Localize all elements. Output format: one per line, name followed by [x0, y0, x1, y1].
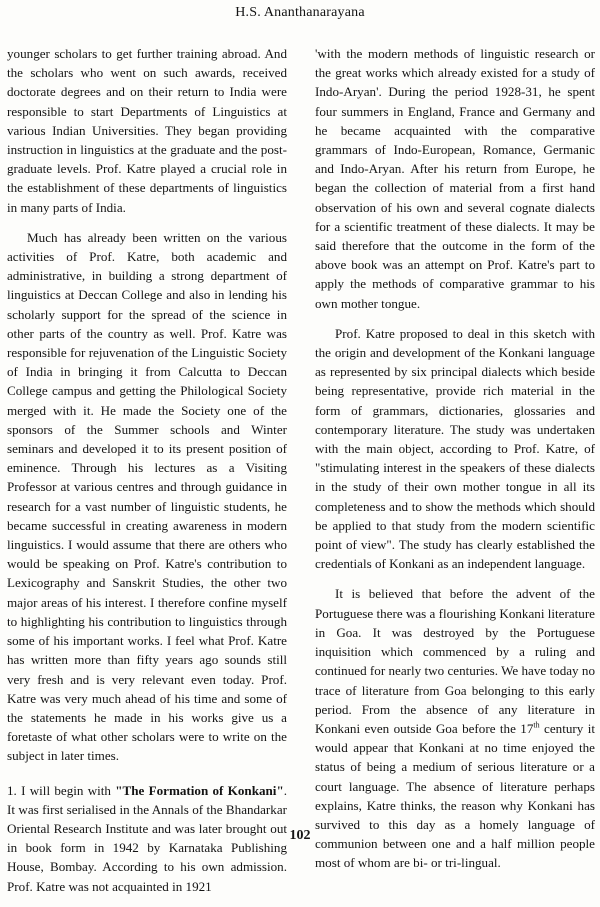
- ordinal-superscript: th: [533, 720, 540, 730]
- right-paragraph-1: 'with the modern methods of linguistic research or the great works which already existed for a study of Indo-Aryan'. During the period 1928-31, he spent four summers in England, France and Germany and he became acquainted with the comparative grammars of Indo-European, Romance, Germanic and Indo-Aryan. After his return from Europe, he began the collection of material from a first hand observation of his own and several cognate dialects for a scientific treatment of these dialects. It may be said therefore that the outcome in the form of the above book was an attempt on Prof. Katre's part to apply the methods of comparative grammar to his own mother tongue.: [315, 46, 595, 311]
- left-paragraph-2: Much has already been written on the various activities of Prof. Katre, both academic and administrative, in building a strong department of linguistics at Deccan College and also in lending his scholarly support for the spread of the science in other parts of the country as well. Prof. Katre was responsible for rejuvenation of the Linguistic Society of India in bringing it from Calcutta to Deccan College campus and getting the Philological Society merged with it. He made the Society one of the sponsors of the Summer schools and Winter seminars and developed it to its present position of eminence. Through his lectures as a Visiting Professor at various centres and through guidance in research for a vast number of linguistic students, he became successful in creating awareness in modern linguistics. I would assume that there are others who would be speaking on Prof. Katre's contribution to Lexicography and Sanskrit Studies, the other two major areas of his interest. I therefore confine myself to highlighting his contribution to linguistics through some of his important works. I feel what Prof. Katre has written more than fifty years ago sounds still very fresh and is very relevant even today. Prof. Katre was very much ahead of his time and some of the statements he made in his works give us a foretaste of what other scholars were to write on the subject in later times.: [7, 229, 287, 764]
- right-paragraph-2: Prof. Katre proposed to deal in this sketch with the origin and development of the Konkani language as represented by six principal dialects which beside being representative, provide rich material in the form of grammars, dictionaries, glossaries and contemporary literature. The study was undertaken with the main object, according to Prof. Katre, of "stimulating interest in the speakers of these dialects in the study of their own mother tongue in all its completeness and to show the methods which should be applied to that study from the modern scientific point of view". The study has clearly established the credentials of Konkani as an independent language.: [315, 325, 595, 572]
- right-column: [315, 44, 595, 884]
- section-lead-text: 1. I will begin with: [7, 782, 116, 798]
- running-head: H.S. Ananthanarayana: [235, 5, 365, 20]
- left-paragraph-1: younger scholars to get further training abroad. And the scholars who went on such awards, received doctorate degrees and on their return to India were responsible to start Departments of Linguistics at various Indian Universities. They began providing instruction in linguistics at the graduate and the post-graduate levels. Prof. Katre played a crucial role in the establishment of these departments of linguistics in many parts of India.: [7, 46, 287, 215]
- right-paragraph-3-part-b: century it would appear that Konkani at no time enjoyed the status of being a medium of serious literature or a court language. The absence of literature perhaps explains, Katre thinks, the reason why Konkani has survived to this day as a homely language of communion between one and a half million people most of whom are bi- or tri-lingual.: [315, 720, 595, 871]
- work-title: "The Formation of Konkani": [115, 782, 284, 798]
- right-paragraph-3-part-a: It is believed that before the advent of the Portuguese there was a flourishing Konkani literature in Goa. It was destroyed by the Portuguese inquisition which commenced by a ruling and continued for nearly two centuries. We have today no trace of literature from Goa belonging to this early period. From the absence of any literature in Konkani even outside Goa before the 17: [315, 586, 595, 736]
- page-number: 102: [289, 828, 311, 843]
- section-body-text: . It was first serialised in the Annals of the Bhandarkar Oriental Research Institute and was later brought out in book form in 1942 by Karnataka Publishing House, Bombay. According to his own admission. Prof. Katre was not acquainted in 1921: [7, 782, 287, 894]
- left-column: [7, 44, 287, 907]
